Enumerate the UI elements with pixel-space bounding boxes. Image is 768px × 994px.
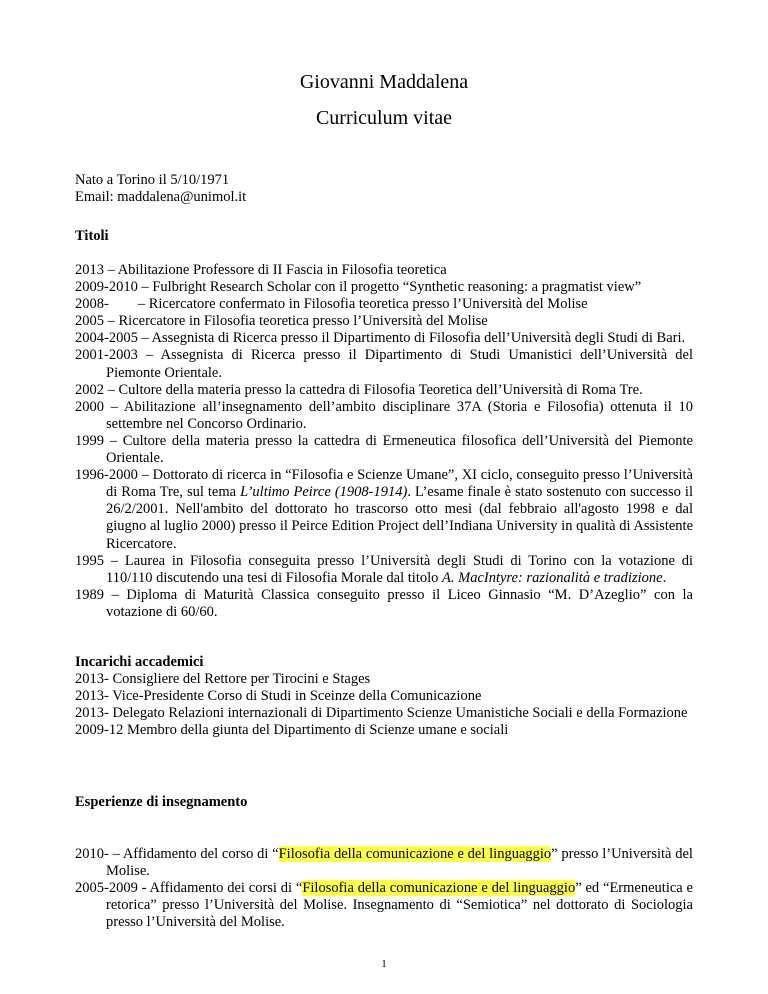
list-item: 1999 – Cultore della materia presso la cattedra di Ermeneutica filosofica dell’Università del Piemonte Orientale. (75, 432, 693, 467)
item-text-post: ” presso l’Università del Molise. (106, 846, 693, 880)
list-item: 2000 – Abilitazione all’insegnamento dell’ambito disciplinare 37A (Storia e Filosofia) ottenuta il 10 settembre nel Concorso Ordinario. (75, 398, 693, 432)
laurea-text-pre: 1995 – Laurea in Filosofia conseguita presso l’Università degli Studi di Torino con la votazione di 110/110 discutendo una tesi di Filosofia Morale dal titolo (75, 552, 693, 586)
dottorato-text-post: . L’esame finale è stato sostenuto con successo il 26/2/2001. Nell'ambito del dottorato ho trascorso otto mesi (dal febbraio all'agosto 1998 e dal giugno al luglio 2000) presso il Peirce Edition Project dell’Indiana University in qualità di Assistente Ricercatore. (106, 484, 693, 552)
list-item: 2009-12 Membro della giunta del Dipartimento di Scienze umane e sociali (75, 722, 509, 739)
list-item: 2005 – Ricercatore in Filosofia teoretica presso l’Università del Molise (75, 313, 488, 330)
dottorato-text-pre: 1996-2000 – Dottorato di ricerca in “Filosofia e Scienze Umane”, XI ciclo, conseguito presso l’Università di Roma Tre, sul tema (75, 467, 693, 501)
document-title: Curriculum vitae (315, 107, 453, 129)
list-item (75, 880, 693, 931)
list-item-dottorato (75, 467, 693, 552)
section-heading-incarichi: Incarichi accademici (75, 654, 204, 670)
author-name: Giovanni Maddalena (299, 71, 469, 93)
section-heading-titoli: Titoli (75, 228, 109, 244)
page-number: 1 (381, 958, 387, 970)
item-text-pre: 2010- – Affidamento del corso di “ (75, 846, 279, 862)
list-item (75, 846, 693, 880)
list-item: 2013- Vice-Presidente Corso di Studi in Sceinze della Comunicazione (75, 688, 482, 705)
list-item: 2013 – Abilitazione Professore di II Fascia in Filosofia teoretica (75, 262, 447, 278)
list-item: 1989 – Diploma di Maturità Classica conseguito presso il Liceo Ginnasio “M. D’Azeglio” con la votazione di 60/60. (75, 586, 693, 620)
email-info: Email: maddalena@unimol.it (75, 189, 247, 205)
esperienze-list (75, 846, 693, 931)
list-item: 2008- – Ricercatore confermato in Filosofia teoretica presso l’Università del Molise (75, 296, 588, 313)
list-item: 2013- Consigliere del Rettore per Tirocini e Stages (75, 671, 371, 687)
section-heading-esperienze: Esperienze di insegnamento (75, 794, 248, 810)
list-item: 2004-2005 – Assegnista di Ricerca presso il Dipartimento di Filosofia dell’Università degli Studi di Bari. (75, 330, 686, 347)
dottorato-thesis-title: L’ultimo Peirce (1908-1914) (240, 484, 408, 501)
laurea-text-post: . (662, 569, 667, 586)
list-item: 2002 – Cultore della materia presso la cattedra di Filosofia Teoretica dell’Università di Roma Tre. (75, 381, 643, 398)
contact-block (75, 172, 246, 206)
laurea-thesis-title: A. MacIntyre: razionalità e tradizione (442, 569, 663, 586)
highlighted-course: Filosofia della comunicazione e del linguaggio (278, 846, 552, 862)
item-text-pre: 2005-2009 - Affidamento dei corsi di “ (75, 880, 303, 897)
list-item: 2001-2003 – Assegnista di Ricerca presso il Dipartimento di Studi Umanistici dell’Università del Piemonte Orientale. (75, 347, 693, 381)
list-item-laurea (75, 553, 693, 587)
list-item: 2009-2010 – Fulbright Research Scholar con il progetto “Synthetic reasoning: a pragmatist view” (75, 279, 642, 296)
highlighted-course: Filosofia della comunicazione e del linguaggio (302, 880, 576, 897)
birth-info: Nato a Torino il 5/10/1971 (75, 172, 230, 188)
list-item: 2013- Delegato Relazioni internazionali di Dipartimento Scienze Umanistiche Sociali e della Formazione (75, 705, 688, 722)
incarichi-list (75, 671, 693, 739)
item-text-post: ” ed “Ermeneutica e retorica” presso l’Università del Molise. Insegnamento di “Semiotica” nel dottorato di Sociologia presso l’Università del Molise. (106, 880, 693, 931)
titoli-list (75, 262, 693, 621)
